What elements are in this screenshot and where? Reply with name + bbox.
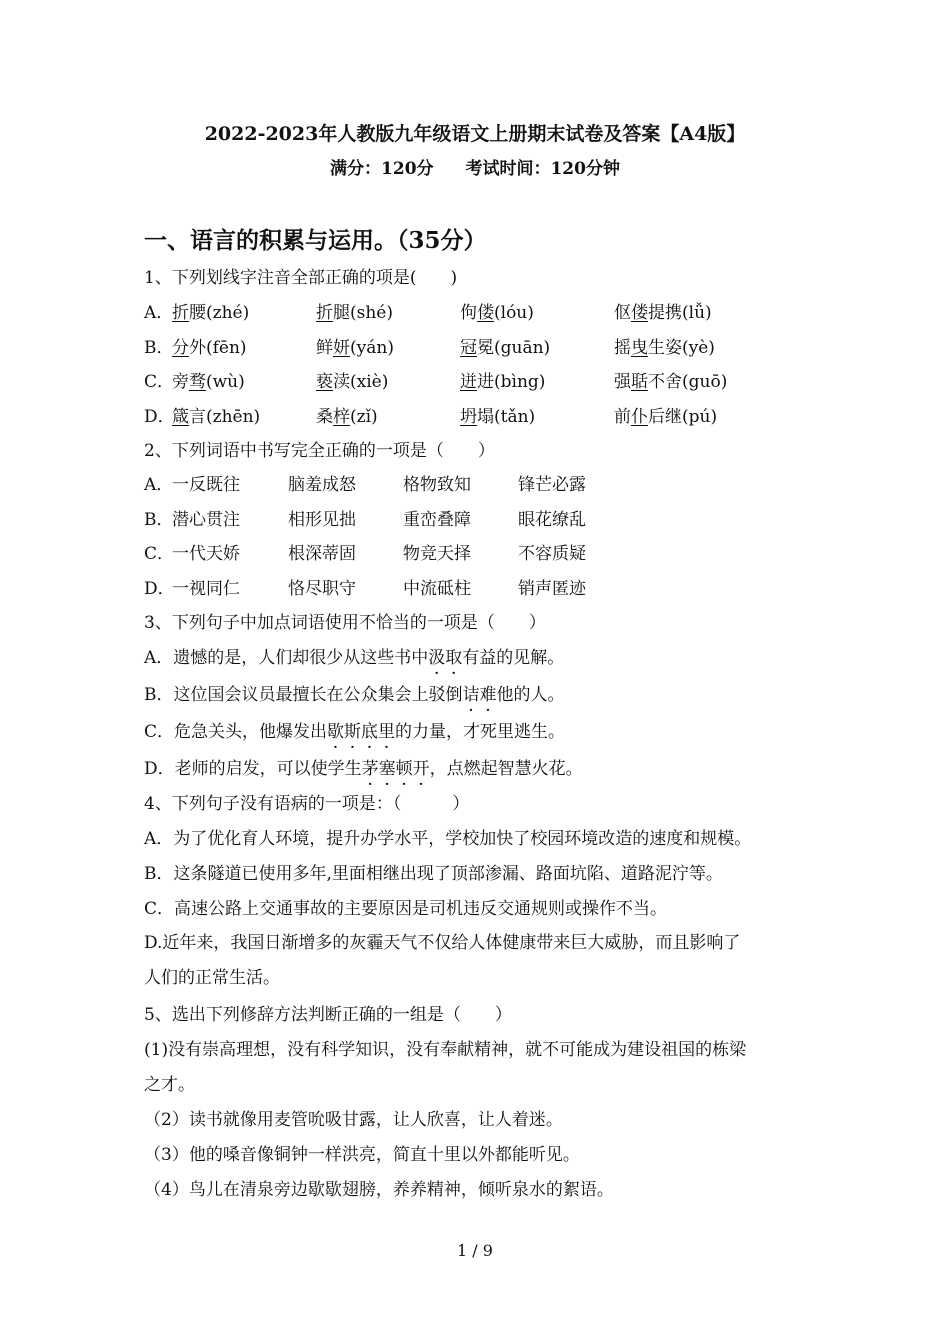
sentence-option [144, 720, 565, 744]
option-text: (lóu) [494, 303, 534, 323]
underlined-char: 折 [316, 303, 333, 323]
option-label: A． [144, 475, 174, 495]
pinyin-option [172, 405, 260, 429]
underlined-char: 梓 [333, 407, 350, 427]
word-option: 眼花缭乱 [518, 510, 586, 530]
question-4-stem: 4、下列句子没有语病的一项是：（ ） [144, 794, 470, 814]
pinyin-option [316, 336, 394, 360]
dotted-char: 汲 [428, 648, 446, 668]
sentence-text: ，点燃起智慧火花。 [429, 759, 583, 779]
word-option: 重峦叠障 [403, 510, 471, 530]
question-3-stem: 3、下列句子中加点词语使用不恰当的一项是（ ） [144, 613, 546, 633]
option-text: 前 [614, 407, 631, 427]
option-text: 腿(shé) [333, 303, 393, 323]
word-option: 潜心贯注 [172, 510, 240, 530]
option-text: 塌(tǎn) [477, 407, 536, 427]
option-text: 进(bìng) [477, 372, 546, 392]
word-option: 一代天娇 [172, 544, 240, 564]
rhetoric-item: 之才。 [144, 1075, 195, 1095]
option-label: D． [144, 579, 175, 599]
dotted-word [428, 648, 462, 668]
rhetoric-item: （4）鸟儿在清泉旁边歇歇翅膀，养养精神，倾听泉水的絮语。 [144, 1180, 614, 1200]
pinyin-option [460, 301, 534, 325]
question-1-stem: 1、下列划线字注音全部正确的项是( ) [144, 268, 458, 288]
pinyin-option [172, 336, 247, 360]
option-text: 桑 [316, 407, 333, 427]
underlined-char: 曳 [631, 338, 648, 358]
underlined-char: 坍 [460, 407, 477, 427]
option-text: 强 [614, 372, 631, 392]
option-text: (zǐ) [350, 407, 378, 427]
page-title: 2022-2023年人教版九年级语文上册期末试卷及答案【A4版】 [204, 123, 746, 145]
pinyin-option [614, 336, 715, 360]
pinyin-option [316, 301, 393, 325]
option-text: 外(fēn) [189, 338, 247, 358]
underlined-char: 折 [172, 303, 189, 323]
word-option: 销声匿迹 [518, 579, 586, 599]
underlined-char: 分 [172, 338, 189, 358]
option-text: 提携(lǚ) [648, 303, 712, 323]
dotted-word [327, 722, 395, 742]
page-number: 1 / 9 [457, 1241, 493, 1260]
option-text: 鲜 [316, 338, 333, 358]
underlined-char: 冠 [460, 338, 477, 358]
option-text: 渎(xiè) [333, 372, 389, 392]
dotted-word [463, 685, 497, 705]
dotted-char: 开 [412, 759, 430, 779]
option-text: (wù) [206, 372, 245, 392]
sentence-option: B．这条隧道已使用多年,里面相继出现了顶部渗漏、路面坑陷、道路泥泞等。 [144, 864, 723, 884]
dotted-char: 底 [361, 722, 379, 742]
pinyin-option [614, 370, 727, 394]
word-option: 一反既往 [172, 475, 240, 495]
option-text: 旁 [172, 372, 189, 392]
sentence-option: D.近年来，我国日渐增多的灰霾天气不仅给人体健康带来巨大威胁，而且影响了 [144, 933, 741, 953]
sentence-text: 的力量，才死里逃生。 [395, 722, 566, 742]
option-label: C． [144, 544, 175, 564]
pinyin-option [316, 370, 388, 394]
sentence-option: 人们的正常生活。 [144, 968, 280, 988]
rhetoric-item: （3）他的嗓音像铜钟一样洪亮，简直十里以外都能听见。 [144, 1145, 580, 1165]
dotted-char: 诘 [462, 685, 480, 705]
dotted-char: 顿 [395, 759, 413, 779]
full-score: 满分：120分 [330, 159, 434, 179]
exam-info [0, 157, 950, 181]
sentence-option [144, 683, 565, 707]
word-option: 锋芒必露 [518, 475, 586, 495]
pinyin-option [460, 336, 550, 360]
option-label: C． [144, 372, 175, 392]
word-option: 物竞天择 [403, 544, 471, 564]
pinyin-option [614, 301, 712, 325]
sentence-option [144, 646, 564, 670]
exam-time: 考试时间：120分钟 [465, 159, 620, 179]
question-2-stem: 2、下列词语中书写完全正确的一项是（ ） [144, 441, 495, 461]
option-label: B． [144, 338, 174, 358]
underlined-char: 偻 [477, 303, 494, 323]
option-label: B． [144, 510, 174, 530]
option-text: 腰(zhé) [189, 303, 250, 323]
dotted-char: 茅 [361, 759, 379, 779]
dotted-char: 里 [378, 722, 396, 742]
underlined-char: 妍 [333, 338, 350, 358]
rhetoric-item: （2）读书就像用麦管吮吸甘露，让人欣喜，让人着迷。 [144, 1110, 563, 1130]
option-text: 言(zhēn) [189, 407, 261, 427]
pinyin-option [460, 405, 535, 429]
option-text: (yán) [350, 338, 394, 358]
dotted-char: 塞 [378, 759, 396, 779]
word-option: 格物致知 [403, 475, 471, 495]
option-text: 不舍(guō) [648, 372, 728, 392]
underlined-char: 亵 [316, 372, 333, 392]
sentence-text: 有益的见解。 [462, 648, 565, 668]
dotted-char: 歇 [327, 722, 345, 742]
sentence-option: A．为了优化育人环境，提升办学水平，学校加快了校园环境改造的速度和规模。 [144, 829, 752, 849]
dotted-char: 斯 [344, 722, 362, 742]
word-option: 相形见拙 [288, 510, 356, 530]
underlined-char: 仆 [631, 407, 648, 427]
sentence-text: B．这位国会议员最擅长在公众集会上驳倒 [144, 685, 463, 705]
word-option: 恪尽职守 [288, 579, 356, 599]
sentence-text: A．遗憾的是，人们却很少从这些书中 [144, 648, 429, 668]
option-text: 生姿(yè) [648, 338, 715, 358]
option-text: 伛 [614, 303, 631, 323]
section-title: 一、语言的积累与运用。（35分） [144, 227, 487, 254]
sentence-option [144, 757, 583, 781]
word-option: 根深蒂固 [288, 544, 356, 564]
word-option: 一视同仁 [172, 579, 240, 599]
pinyin-option [172, 301, 249, 325]
option-text: 冕(guān) [477, 338, 551, 358]
sentence-text: D．老师的启发，可以使学生 [144, 759, 362, 779]
sentence-text: 他的人。 [496, 685, 565, 705]
sentence-option: C．高速公路上交通事故的主要原因是司机违反交通规则或操作不当。 [144, 899, 668, 919]
option-text: 摇 [614, 338, 631, 358]
pinyin-option [460, 370, 545, 394]
option-label: D． [144, 407, 175, 427]
word-option: 不容质疑 [518, 544, 586, 564]
underlined-char: 箴 [172, 407, 189, 427]
rhetoric-item: (1)没有崇高理想，没有科学知识，没有奉献精神，就不可能成为建设祖国的栋梁 [144, 1040, 747, 1060]
dotted-char: 难 [479, 685, 497, 705]
option-label: A． [144, 303, 174, 323]
underlined-char: 聒 [631, 372, 648, 392]
pinyin-option [172, 370, 245, 394]
option-text: 佝 [460, 303, 477, 323]
dotted-word [362, 759, 430, 779]
word-option: 脑羞成怒 [288, 475, 356, 495]
dotted-char: 取 [445, 648, 463, 668]
pinyin-option [316, 405, 378, 429]
question-5-stem: 5、选出下列修辞方法判断正确的一组是（ ） [144, 1005, 512, 1025]
word-option: 中流砥柱 [403, 579, 471, 599]
option-text: 后继(pú) [648, 407, 718, 427]
underlined-char: 迸 [460, 372, 477, 392]
pinyin-option [614, 405, 717, 429]
sentence-text: C．危急关头，他爆发出 [144, 722, 328, 742]
underlined-char: 骛 [189, 372, 206, 392]
underlined-char: 偻 [631, 303, 648, 323]
